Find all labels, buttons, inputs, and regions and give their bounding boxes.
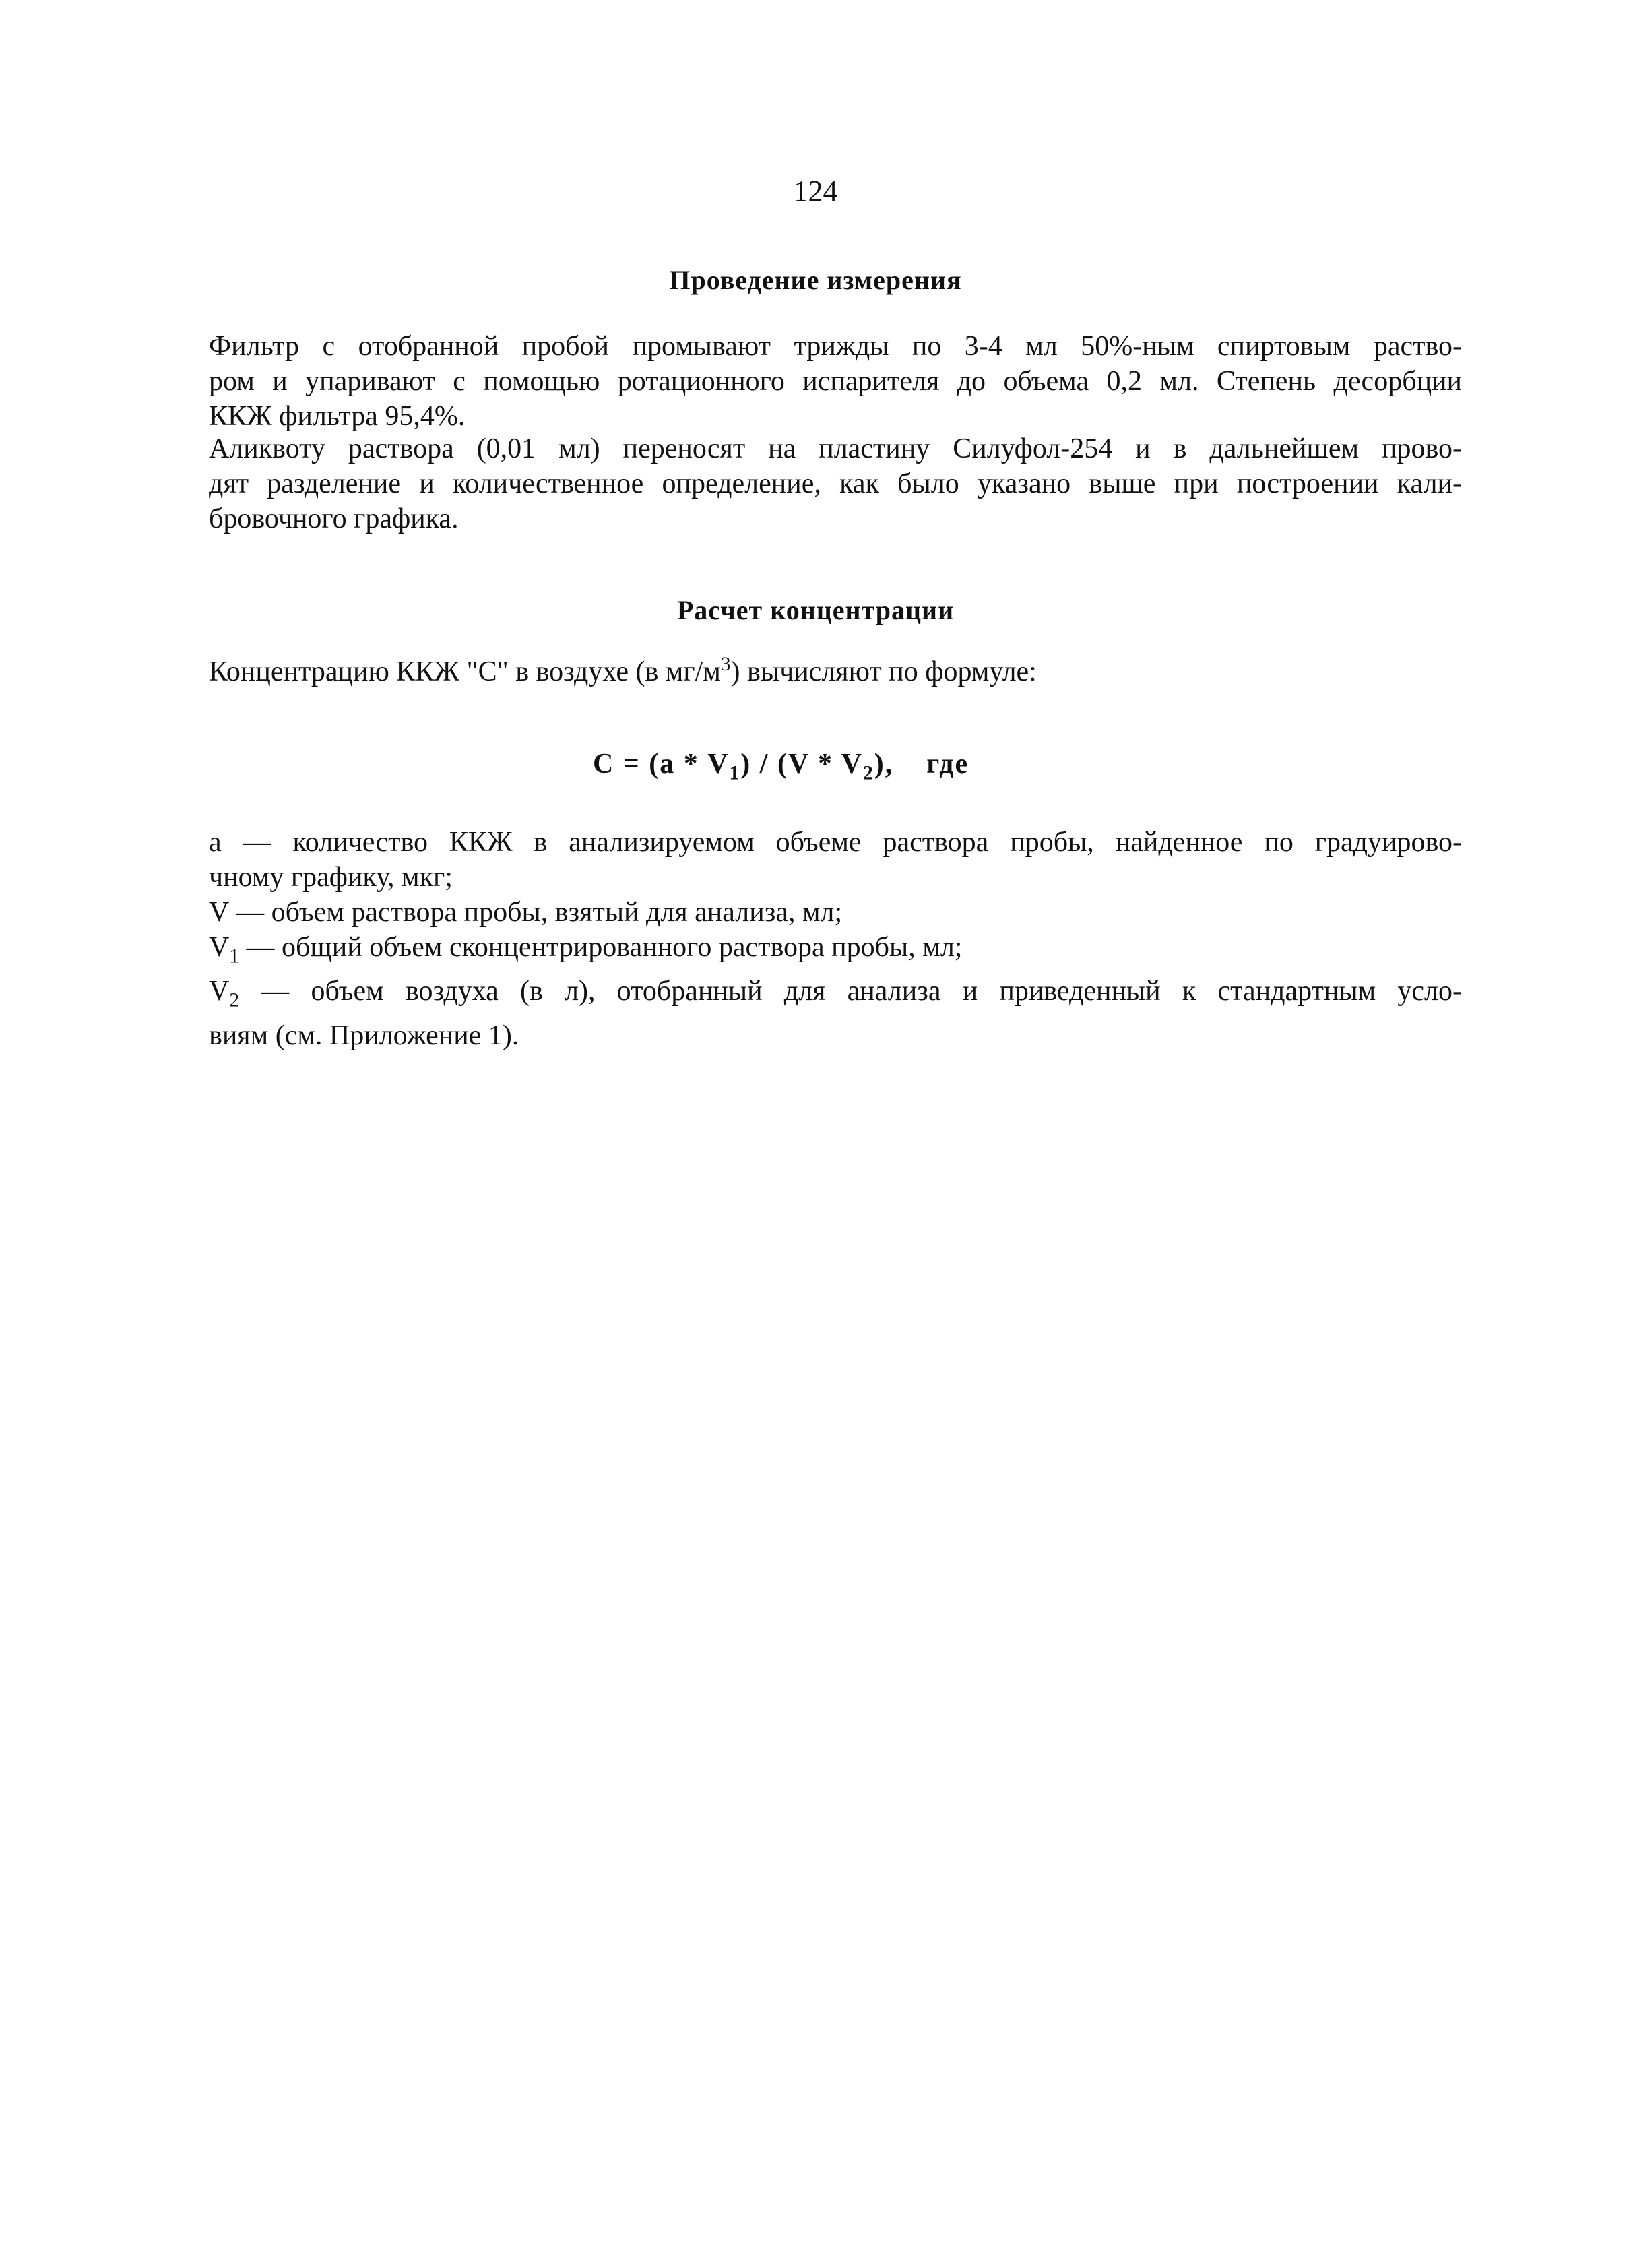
v2-subscript: 2 [229,989,240,1011]
intro-text-end: ) вычисляют по формуле: [730,656,1037,687]
intro-superscript: 3 [720,654,731,675]
v1-text: — общий объем сконцентрированного раствора пробы, мл; [239,932,963,963]
paragraph-aliquot [209,431,1462,536]
paragraph-line: ром и упаривают с помощью ротационного испарителя до объема 0,2 мл. Степень десорбции [209,366,1462,397]
definition-a: а — количество ККЖ в анализируемом объеме раствора пробы, найденное по градуирово- [209,827,1462,858]
concentration-formula [593,748,969,784]
paragraph-line: ККЖ фильтра 95,4%. [209,401,466,432]
paragraph-line: Аликвоту раствора (0,01 мл) переносят на пластину Силуфол-254 и в дальнейшем прово- [209,433,1462,464]
paragraph-filter-washing [209,329,1462,434]
formula-part: С = (а * V [593,749,730,780]
page-number: 124 [793,175,838,208]
definition-a-cont: чному графику, мкг; [209,862,453,893]
v2-symbol: V [209,976,230,1007]
definition-v2-cont: виям (см. Приложение 1). [209,1019,519,1051]
v1-symbol: V [209,932,230,963]
definition-v1 [209,930,1462,974]
intro-text: Концентрацию ККЖ "С" в воздухе (в мг/м [209,656,721,687]
formula-part: ) / (V * V [740,749,864,780]
definition-v2 [209,974,1462,1017]
paragraph-line: дят разделение и количественное определение, как было указано выше при построении кали- [209,468,1462,499]
section-heading-measurement: Проведение измерения [669,265,962,295]
v2-text: — объем воздуха (в л), отобранный для анализа и приведенный к стандартным усло- [239,976,1462,1007]
formula-where: где [926,749,969,780]
formula-intro [209,647,1462,689]
formula-intro-line [209,647,1462,689]
formula-subscript: 1 [729,762,741,784]
section-heading-calculation: Расчет концентрации [676,595,955,625]
variable-definitions [209,825,1462,1053]
v1-subscript: 1 [229,945,240,968]
definition-v: V — объем раствора пробы, взятый для анализа, мл; [209,897,843,928]
paragraph-line: Фильтр с отобранной пробой промывают трижды по 3-4 мл 50%-ным спиртовым раство- [209,331,1462,362]
formula-part: ), [874,749,894,780]
paragraph-line: бровочного графика. [209,503,459,534]
formula-subscript: 2 [863,762,874,784]
